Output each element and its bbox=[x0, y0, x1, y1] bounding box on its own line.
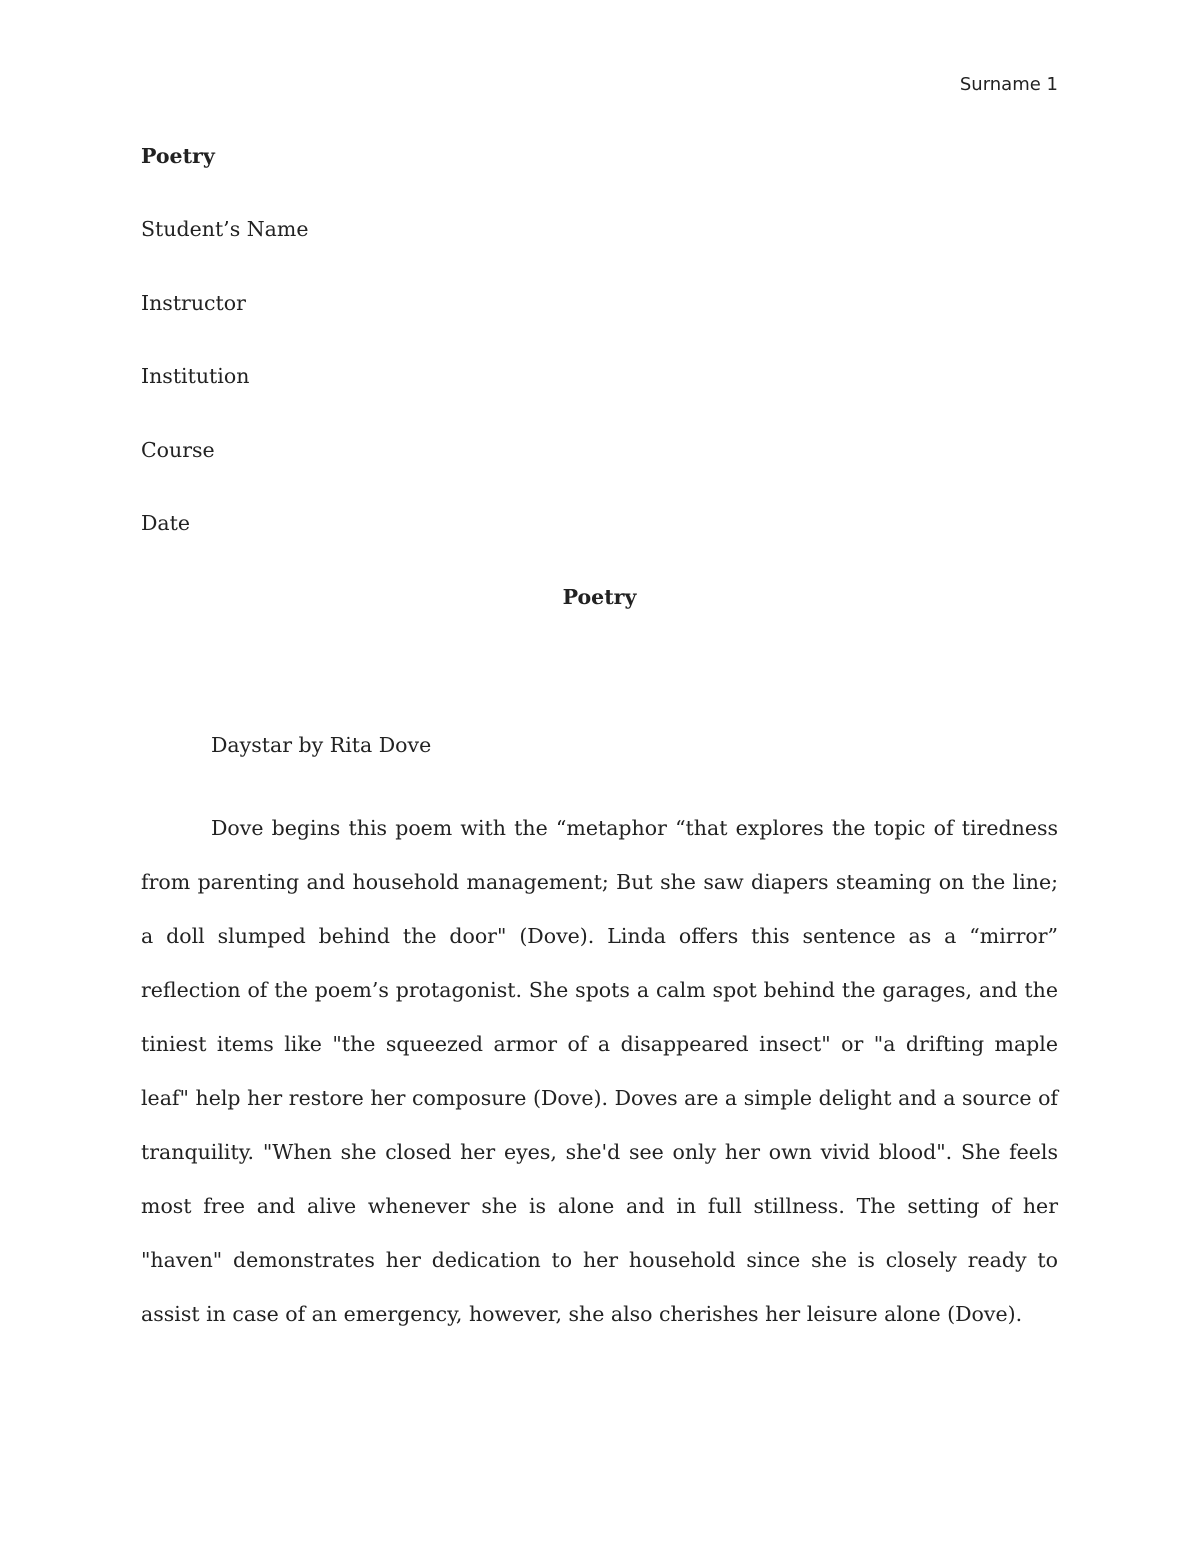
essay-paragraph: Dove begins this poem with the “metaphor “that explores the topic of tiredness from parenting and household management; But she saw diapers steaming on the line; a doll slumped behind the door" (Dove). Linda offers this sentence as a “mirror” reflection of the poem’s protagonist. She spots a calm spot behind the garages, and the tiniest items like "the squeezed armor of a disappeared insect" or "a drifting maple leaf" help her restore her composure (Dove). Doves are a simple delight and a source of tranquility. "When she closed her eyes, she'd see only her own vivid blood". She feels most free and alive whenever she is alone and in full stillness. The setting of her "haven" demonstrates her dedication to her household since she is closely ready to assist in case of an emergency, however, she also cherishes her leisure alone (Dove). bbox=[141, 815, 1058, 1326]
instructor: Instructor bbox=[141, 290, 246, 315]
student-name: Student’s Name bbox=[141, 217, 309, 241]
essay-title: Poetry bbox=[562, 584, 637, 609]
cover-title: Poetry bbox=[141, 144, 215, 168]
document-content bbox=[141, 138, 1058, 1341]
institution: Institution bbox=[141, 364, 250, 388]
course: Course bbox=[141, 437, 215, 462]
date: Date bbox=[141, 511, 191, 535]
page-header-surname: Surname 1 bbox=[959, 74, 1058, 95]
essay-subheading: Daystar by Rita Dove bbox=[211, 732, 432, 757]
